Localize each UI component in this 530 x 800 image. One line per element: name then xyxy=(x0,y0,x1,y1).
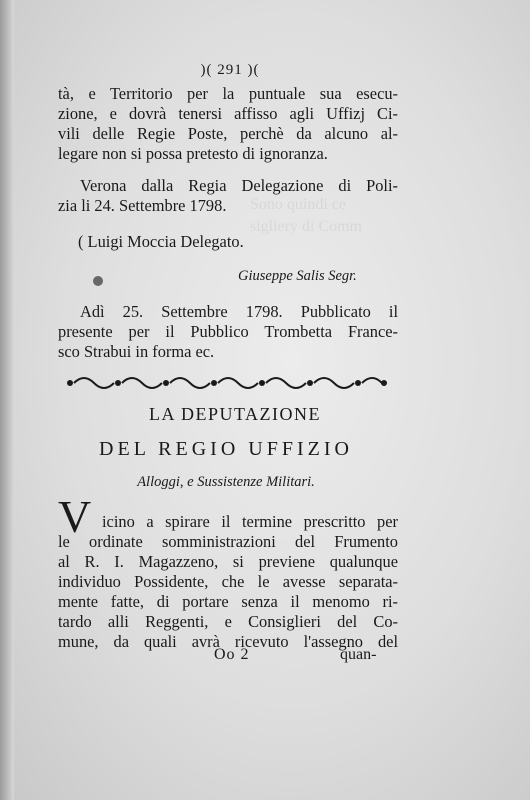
section-subtitle: Alloggi, e Sussistenze Militari. xyxy=(137,474,315,490)
text-line: le ordinate somministrazioni del Frumento xyxy=(58,532,398,551)
dateline-paragraph xyxy=(80,176,398,196)
paragraph-continued xyxy=(58,84,398,164)
page-edge-shadow xyxy=(0,0,14,800)
text-line: legare non si possa pretesto di ignoranza. xyxy=(58,144,328,163)
section-title-line1: LA DEPUTAZIONE xyxy=(148,404,322,424)
text-line: tà, e Territorio per la puntuale sua esecu- xyxy=(58,84,398,103)
dateline-paragraph-cont xyxy=(58,196,398,216)
text-line: individuo Possidente, che le avesse separata- xyxy=(58,572,398,591)
delegate-signature xyxy=(78,232,418,252)
text-line: zione, e dovrà tenersi affisso agli Uffizj Ci- xyxy=(58,104,398,123)
text-line: ( Luigi Moccia Delegato. xyxy=(78,232,244,251)
bleed-through-text: Sono quindi ce xyxy=(250,196,346,213)
secretary-signature: Giuseppe Salis Segr. xyxy=(238,268,357,284)
section-title-line2: DEL REGIO UFFIZIO xyxy=(99,438,353,460)
text-line: mente fatte, di portare senza il menomo ri- xyxy=(58,592,398,611)
text-line: presente per il Pubblico Trombetta France- xyxy=(58,322,398,341)
text-line: tardo alli Reggenti, e Consiglieri del Co- xyxy=(58,612,398,631)
body-paragraph xyxy=(58,532,398,652)
ink-smudge xyxy=(93,276,103,286)
text-line: icino a spirare il termine prescritto per xyxy=(102,512,398,531)
text-line: Verona dalla Regia Delegazione di Poli- xyxy=(80,176,398,195)
text-line: al R. I. Magazzeno, si previene qualunque xyxy=(58,552,398,571)
body-first-line xyxy=(102,512,398,532)
drop-cap: V xyxy=(58,491,92,542)
bleed-through-text: sigliery di Comm xyxy=(250,218,362,235)
text-line: mune, da quali avrà ricevuto l'assegno del xyxy=(58,632,398,651)
publication-note-first xyxy=(80,302,398,322)
ornamental-divider xyxy=(60,374,390,392)
text-line: Adì 25. Settembre 1798. Pubblicato il xyxy=(80,302,398,321)
text-line: zia li 24. Settembre 1798. xyxy=(58,196,227,215)
page-number-header: )( 291 )( xyxy=(200,62,260,78)
signature-mark: Oo 2 xyxy=(214,646,250,663)
text-line: vili delle Regie Poste, perchè da alcuno al- xyxy=(58,124,398,143)
catchword: quan- xyxy=(340,646,377,663)
text-line: sco Strabui in forma ec. xyxy=(58,342,215,361)
publication-note xyxy=(58,322,398,362)
